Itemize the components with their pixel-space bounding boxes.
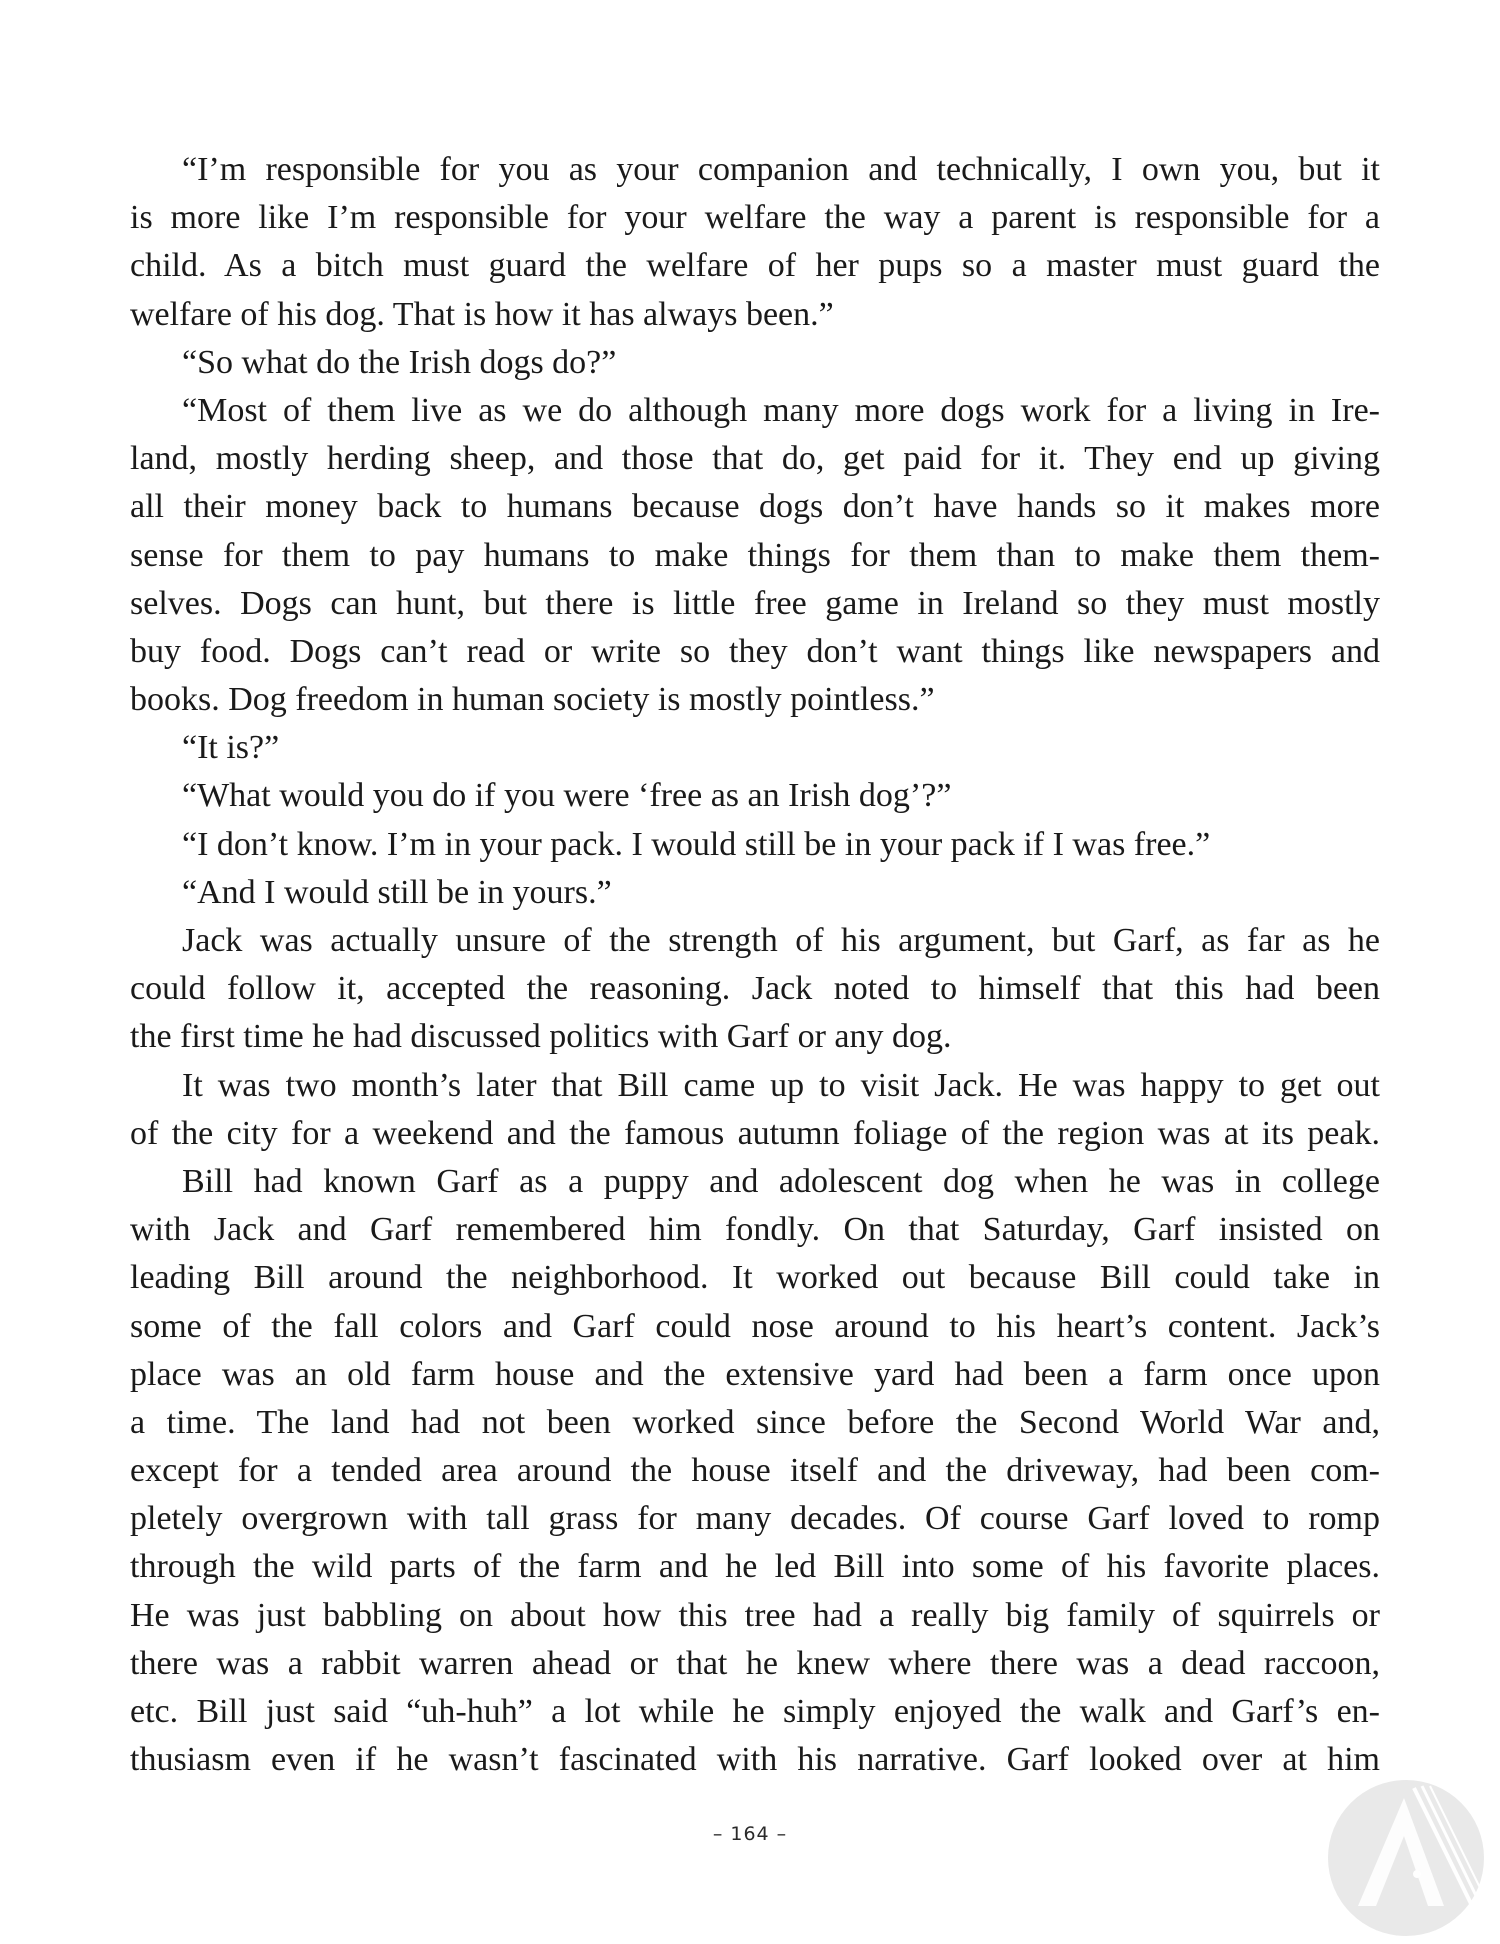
- text-line: is more like I’m responsible for your welfare the way a parent is responsible for a: [130, 199, 1380, 237]
- text-line: sense for them to pay humans to make things for them than to make them them-: [130, 536, 1380, 574]
- text-line: child. As a bitch must guard the welfare of her pups so a master must guard the: [130, 247, 1380, 285]
- publisher-logo-icon: [1296, 1758, 1486, 1938]
- text-line: “So what do the Irish dogs do?”: [182, 343, 617, 381]
- text-line: books. Dog freedom in human society is mostly pointless.”: [130, 681, 935, 719]
- text-line: selves. Dogs can hunt, but there is little free game in Ireland so they must mostly: [130, 584, 1380, 622]
- text-line: etc. Bill just said “uh-huh” a lot while he simply enjoyed the walk and Garf’s en-: [130, 1693, 1380, 1730]
- text-line: the first time he had discussed politics with Garf or any dog.: [130, 1018, 952, 1056]
- text-line: Jack was actually unsure of the strength of his argument, but Garf, as far as he: [182, 922, 1380, 959]
- text-line: “It is?”: [182, 729, 280, 767]
- text-line: there was a rabbit warren ahead or that he knew where there was a dead raccoon,: [130, 1644, 1380, 1682]
- text-line: with Jack and Garf remembered him fondly. On that Saturday, Garf insisted on: [130, 1211, 1380, 1249]
- text-line: of the city for a weekend and the famous autumn foliage of the region was at its peak.: [130, 1114, 1380, 1152]
- page-number: – 164 –: [712, 1823, 788, 1845]
- text-line: place was an old farm house and the extensive yard had been a farm once upon: [130, 1355, 1380, 1393]
- text-line: It was two month’s later that Bill came up to visit Jack. He was happy to get out: [182, 1066, 1380, 1104]
- text-line: some of the fall colors and Garf could nose around to his heart’s content. Jack’s: [130, 1307, 1380, 1345]
- text-line: buy food. Dogs can’t read or write so they don’t want things like newspapers and: [130, 632, 1380, 670]
- text-line: welfare of his dog. That is how it has always been.”: [130, 295, 834, 333]
- text-line: leading Bill around the neighborhood. It worked out because Bill could take in: [130, 1259, 1380, 1297]
- text-line: “And I would still be in yours.”: [182, 873, 612, 911]
- text-line: “Most of them live as we do although many more dogs work for a living in Ire-: [182, 391, 1380, 429]
- text-line: “What would you do if you were ‘free as an Irish dog’?”: [182, 777, 952, 815]
- text-line: “I don’t know. I’m in your pack. I would still be in your pack if I was free.”: [182, 825, 1211, 863]
- text-line: He was just babbling on about how this tree had a really big family of squirrels or: [130, 1596, 1380, 1634]
- text-line: “I’m responsible for you as your companion and technically, I own you, but it: [182, 151, 1380, 188]
- text-line: thusiasm even if he wasn’t fascinated with his narrative. Garf looked over at him: [130, 1741, 1380, 1779]
- text-line: land, mostly herding sheep, and those that do, get paid for it. They end up giving: [130, 440, 1380, 478]
- text-line: could follow it, accepted the reasoning. Jack noted to himself that this had been: [130, 970, 1380, 1008]
- text-line: all their money back to humans because dogs don’t have hands so it makes more: [130, 488, 1380, 526]
- text-line: through the wild parts of the farm and he led Bill into some of his favorite places.: [130, 1548, 1380, 1586]
- text-line: except for a tended area around the house itself and the driveway, had been com-: [130, 1452, 1380, 1490]
- body-text: [130, 146, 1380, 1784]
- text-line: Bill had known Garf as a puppy and adolescent dog when he was in college: [182, 1162, 1380, 1200]
- text-line: a time. The land had not been worked since before the Second World War and,: [130, 1403, 1380, 1441]
- text-line: pletely overgrown with tall grass for many decades. Of course Garf loved to romp: [130, 1500, 1380, 1538]
